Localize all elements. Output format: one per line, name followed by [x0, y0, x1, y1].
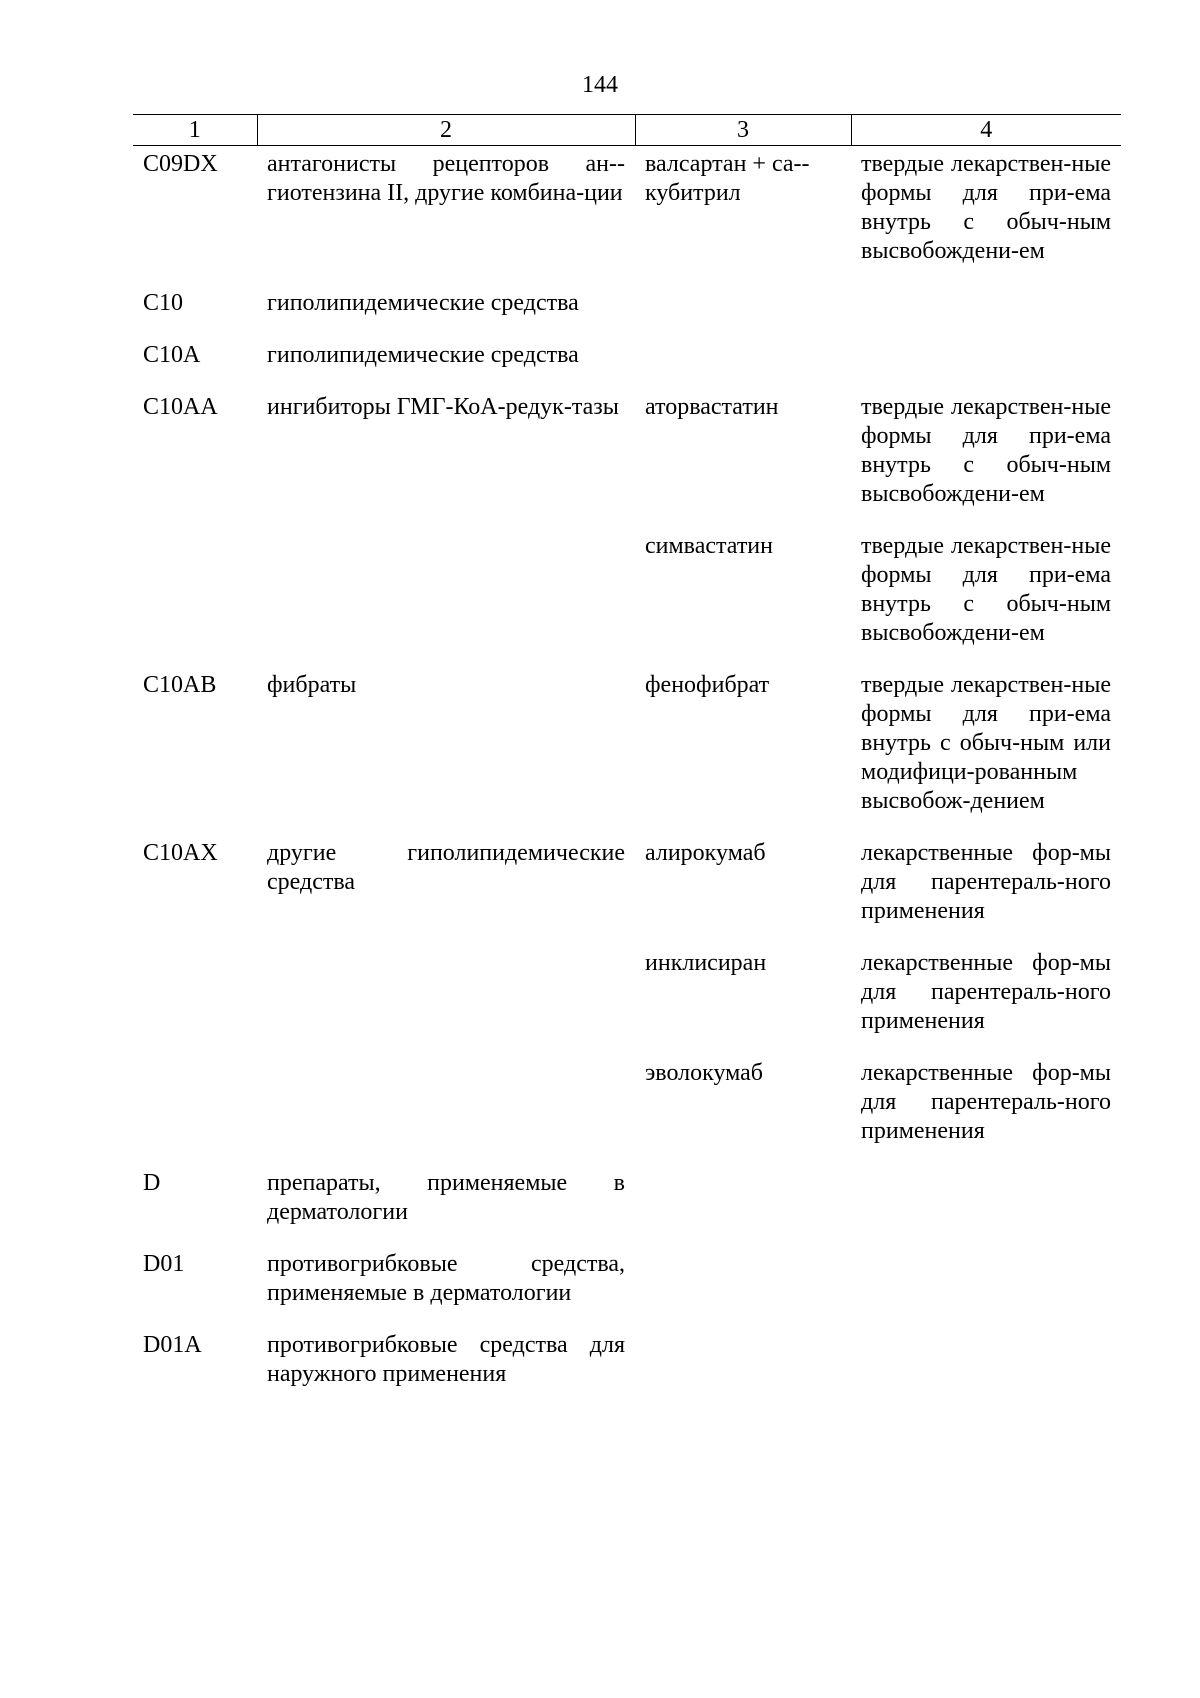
dosage-form-cell [851, 341, 1121, 393]
table-row [133, 1331, 1121, 1412]
table-row [133, 1169, 1121, 1250]
drug-cell [635, 1169, 851, 1250]
dosage-form-cell [851, 1169, 1121, 1250]
drug-cell [635, 289, 851, 341]
atc-code-cell: D [143, 1170, 161, 1196]
dosage-form-cell [851, 1331, 1121, 1412]
description-cell: гиполипидемические средства [267, 290, 579, 316]
description-cell: фибраты [267, 672, 357, 698]
atc-code-cell: C10AA [143, 394, 218, 420]
table-row [133, 341, 1121, 393]
dosage-form-cell: лекарственные фор-мы для парентераль-ного применения [861, 840, 1111, 924]
dosage-form-cell: твердые лекарствен-ные формы для при-ема внутрь с обыч-ным высвобождени-ем [861, 533, 1111, 646]
drug-cell [635, 341, 851, 393]
header-row [133, 115, 1121, 146]
atc-code-cell [133, 532, 257, 671]
description-cell: противогрибковые средства для наружного применения [267, 1332, 625, 1387]
table-body [133, 146, 1121, 1413]
drug-cell [635, 1250, 851, 1331]
dosage-form-cell: твердые лекарствен-ные формы для при-ема внутрь с обыч-ным высвобождени-ем [861, 394, 1111, 507]
table-row [133, 1059, 1121, 1169]
drug-cell: симвастатин [645, 533, 773, 559]
atc-code-cell: D01A [143, 1332, 202, 1358]
atc-code-cell: D01 [143, 1251, 185, 1277]
table-row [133, 393, 1121, 532]
dosage-form-cell: твердые лекарствен-ные формы для при-ема внутрь с обыч-ным высвобождени-ем [861, 151, 1111, 264]
drug-cell: алирокумаб [645, 840, 766, 866]
description-cell: антагонисты рецепторов ан-гиотензина II, другие комбина-ции [267, 151, 625, 206]
description-cell [257, 1059, 635, 1169]
description-cell: противогрибковые средства, применяемые в дерматологии [267, 1251, 625, 1306]
drug-cell: эволокумаб [645, 1060, 764, 1086]
atc-code-cell: C10A [143, 342, 201, 368]
dosage-form-cell: лекарственные фор-мы для парентераль-ного применения [861, 1060, 1111, 1144]
column-header-3: 3 [635, 115, 851, 146]
column-header-1: 1 [133, 115, 257, 146]
dosage-form-cell: лекарственные фор-мы для парентераль-ного применения [861, 950, 1111, 1034]
description-cell [257, 532, 635, 671]
medications-table [133, 114, 1121, 1412]
table-row [133, 289, 1121, 341]
column-header-4: 4 [851, 115, 1121, 146]
description-cell: ингибиторы ГМГ-КоА-редук-тазы [267, 394, 619, 420]
description-cell [257, 949, 635, 1059]
drug-cell: аторвастатин [645, 394, 779, 420]
drug-cell: валсартан + са-кубитрил [645, 151, 810, 206]
dosage-form-cell [851, 289, 1121, 341]
drug-cell: инклисиран [645, 950, 767, 976]
table-row [133, 839, 1121, 949]
drug-cell: фенофибрат [645, 672, 770, 698]
atc-code-cell: C10AB [143, 672, 217, 698]
dosage-form-cell: твердые лекарствен-ные формы для при-ема внутрь с обыч-ным или модифици-рованным высвобож-дением [861, 672, 1111, 814]
atc-code-cell: C10 [143, 290, 184, 316]
table-row [133, 949, 1121, 1059]
atc-code-cell: C10AX [143, 840, 218, 866]
dosage-form-cell [851, 1250, 1121, 1331]
column-header-2: 2 [257, 115, 635, 146]
description-cell: другие гиполипидемические средства [267, 840, 625, 895]
table-row [133, 146, 1121, 290]
atc-code-cell [133, 949, 257, 1059]
table-row [133, 532, 1121, 671]
drug-cell [635, 1331, 851, 1412]
description-cell: гиполипидемические средства [267, 342, 579, 368]
atc-code-cell [133, 1059, 257, 1169]
table-row [133, 671, 1121, 839]
atc-code-cell: C09DX [143, 151, 218, 177]
description-cell: препараты, применяемые в дерматологии [267, 1170, 625, 1225]
table-header [133, 115, 1121, 146]
page-number: 144 [582, 72, 618, 98]
table-row [133, 1250, 1121, 1331]
